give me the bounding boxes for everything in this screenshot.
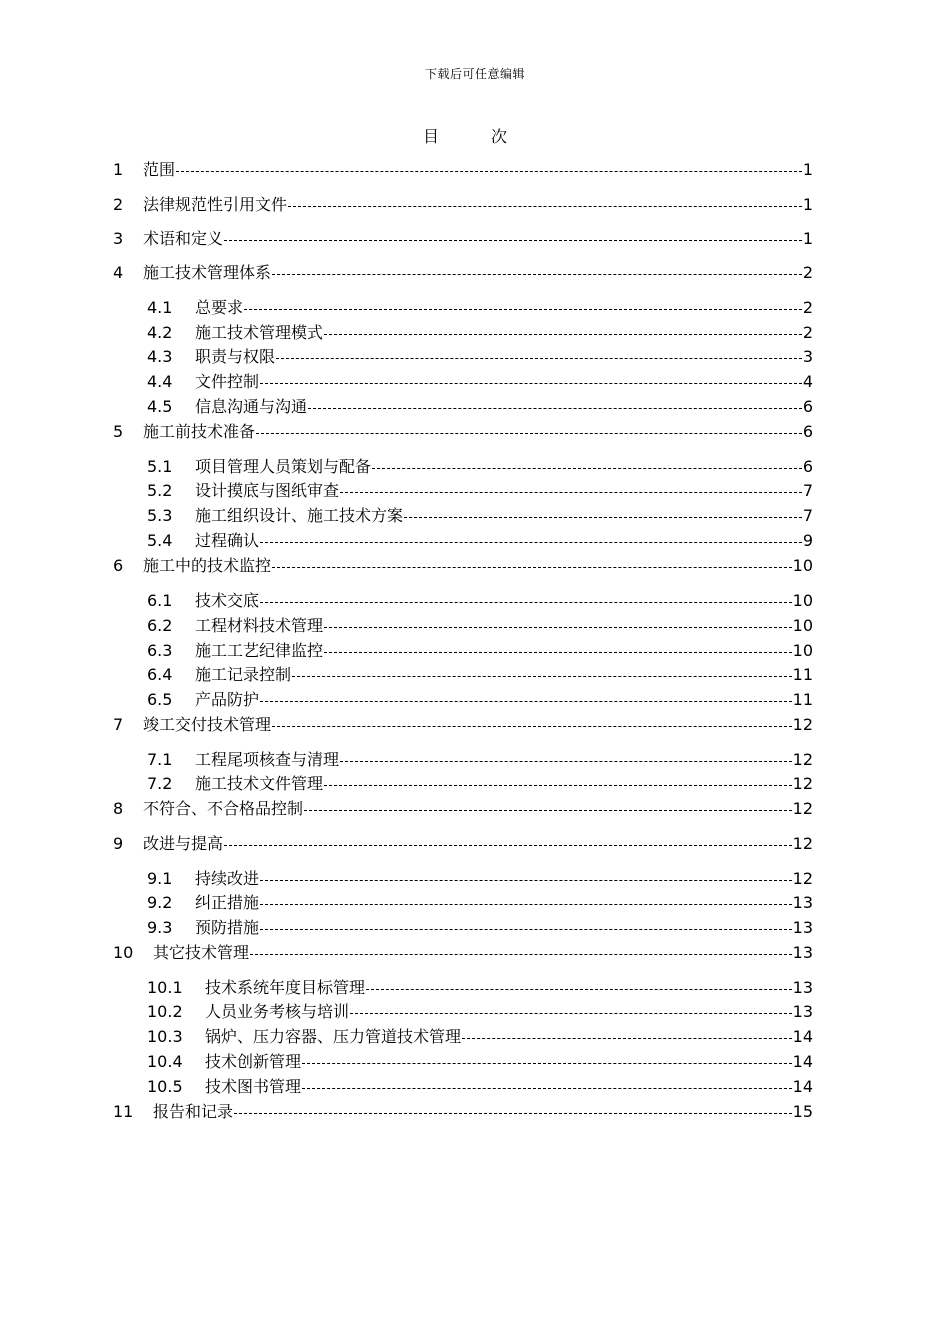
toc-entry-number: 6.2 — [147, 616, 173, 635]
toc-entry-title: 纠正措施 — [195, 893, 260, 912]
toc-entry-page: 13 — [792, 893, 813, 912]
toc-entry-page: 10 — [792, 591, 813, 610]
toc-entry[interactable] — [113, 262, 813, 284]
toc-entry[interactable] — [113, 159, 813, 181]
toc-entry-number: 9.3 — [147, 918, 173, 937]
toc-entry-number: 4.2 — [147, 323, 173, 342]
dot-leader — [324, 785, 792, 786]
toc-entry[interactable] — [113, 555, 813, 577]
toc-entry-number: 5.4 — [147, 531, 173, 550]
toc-entry-number: 10.1 — [147, 978, 183, 997]
toc-entry-title: 工程尾项核查与清理 — [195, 750, 340, 769]
toc-subentry[interactable] — [147, 297, 813, 319]
toc-subentry[interactable] — [147, 664, 813, 686]
dot-leader — [404, 517, 802, 518]
toc-entry-number: 9.2 — [147, 893, 173, 912]
toc-entry-title: 信息沟通与沟通 — [195, 397, 308, 416]
toc-entry-number: 5.3 — [147, 506, 173, 525]
toc-subentry[interactable] — [147, 1026, 813, 1048]
toc-entry-page: 14 — [792, 1052, 813, 1071]
toc-subentry[interactable] — [147, 456, 813, 478]
toc-entry-title: 技术创新管理 — [205, 1052, 302, 1071]
dot-leader — [272, 567, 792, 568]
toc-entry-number: 6.4 — [147, 665, 173, 684]
toc-entry-page: 13 — [792, 978, 813, 997]
dot-leader — [308, 408, 802, 409]
toc-entry-title: 施工组织设计、施工技术方案 — [195, 506, 404, 525]
toc-entry-title: 总要求 — [195, 298, 244, 317]
toc-entry-page: 6 — [802, 397, 813, 416]
toc-subentry[interactable] — [147, 689, 813, 711]
dot-leader — [302, 1063, 792, 1064]
toc-entry-page: 6 — [802, 422, 813, 441]
toc-entry-number: 9.1 — [147, 869, 173, 888]
dot-leader — [304, 810, 792, 811]
toc-entry-page: 13 — [792, 1002, 813, 1021]
toc-entry-page: 12 — [792, 834, 813, 853]
dot-leader — [366, 989, 792, 990]
toc-entry-number: 5.1 — [147, 457, 173, 476]
toc-subentry[interactable] — [147, 1051, 813, 1073]
toc-entry-number: 7 — [113, 715, 124, 734]
toc-entry-title: 施工记录控制 — [195, 665, 292, 684]
toc-entry-page: 1 — [802, 160, 813, 179]
dot-leader — [260, 904, 792, 905]
toc-entry-page: 14 — [792, 1077, 813, 1096]
toc-entry-title: 不符合、不合格品控制 — [143, 799, 304, 818]
toc-entry-page: 12 — [792, 799, 813, 818]
toc-entry-title: 竣工交付技术管理 — [143, 715, 272, 734]
toc-subentry[interactable] — [147, 480, 813, 502]
dot-leader — [302, 1088, 792, 1089]
toc-entry-title: 过程确认 — [195, 531, 260, 550]
toc-entry-title: 术语和定义 — [143, 229, 224, 248]
toc-subentry[interactable] — [147, 530, 813, 552]
toc-entry-number: 4.4 — [147, 372, 173, 391]
dot-leader — [260, 602, 792, 603]
toc-entry-page: 7 — [802, 481, 813, 500]
dot-leader — [272, 726, 792, 727]
toc-entry-page: 2 — [802, 323, 813, 342]
dot-leader — [260, 929, 792, 930]
dot-leader — [324, 334, 802, 335]
toc-entry-number: 6 — [113, 556, 124, 575]
toc-entry-page: 12 — [792, 869, 813, 888]
toc-entry-title: 报告和记录 — [153, 1102, 234, 1121]
dot-leader — [462, 1038, 792, 1039]
toc-entry-number: 2 — [113, 195, 124, 214]
toc-entry-number: 4 — [113, 263, 124, 282]
toc-entry-page: 10 — [792, 556, 813, 575]
dot-leader — [350, 1013, 792, 1014]
toc-subentry[interactable] — [147, 615, 813, 637]
toc-entry-title: 技术系统年度目标管理 — [205, 978, 366, 997]
toc-subentry[interactable] — [147, 977, 813, 999]
toc-title: 目 次 — [422, 127, 525, 146]
toc-entry-title: 施工技术管理模式 — [195, 323, 324, 342]
page-header-note: 下载后可任意编辑 — [424, 67, 525, 81]
toc-entry-page: 12 — [792, 750, 813, 769]
toc-subentry[interactable] — [147, 396, 813, 418]
toc-entry-title: 产品防护 — [195, 690, 260, 709]
dot-leader — [340, 492, 802, 493]
toc-entry-number: 4.1 — [147, 298, 173, 317]
toc-entry-title: 设计摸底与图纸审查 — [195, 481, 340, 500]
dot-leader — [234, 1113, 792, 1114]
dot-leader — [340, 761, 792, 762]
toc-entry-number: 10.2 — [147, 1002, 183, 1021]
dot-leader — [260, 701, 792, 702]
toc-subentry[interactable] — [147, 917, 813, 939]
toc-entry-page: 12 — [792, 715, 813, 734]
toc-entry-title: 其它技术管理 — [153, 943, 250, 962]
toc-entry-title: 职责与权限 — [195, 347, 276, 366]
dot-leader — [292, 676, 792, 677]
toc-entry-page: 1 — [802, 195, 813, 214]
toc-subentry[interactable] — [147, 773, 813, 795]
toc-entry-page: 9 — [802, 531, 813, 550]
dot-leader — [324, 652, 792, 653]
toc-entry-title: 工程材料技术管理 — [195, 616, 324, 635]
toc-entry[interactable] — [113, 833, 813, 855]
toc-subentry[interactable] — [147, 892, 813, 914]
toc-entry[interactable] — [113, 942, 813, 964]
toc-entry-number: 4.5 — [147, 397, 173, 416]
toc-entry-title: 法律规范性引用文件 — [143, 195, 288, 214]
toc-subentry[interactable] — [147, 590, 813, 612]
toc-entry-page: 3 — [802, 347, 813, 366]
dot-leader — [260, 542, 802, 543]
toc-entry-page: 10 — [792, 641, 813, 660]
toc-subentry[interactable] — [147, 749, 813, 771]
toc-entry-page: 14 — [792, 1027, 813, 1046]
toc-entry-number: 9 — [113, 834, 124, 853]
toc-subentry[interactable] — [147, 371, 813, 393]
toc-entry[interactable] — [113, 194, 813, 216]
toc-entry-page: 13 — [792, 943, 813, 962]
toc-subentry[interactable] — [147, 640, 813, 662]
toc-entry-page: 4 — [802, 372, 813, 391]
dot-leader — [244, 309, 802, 310]
dot-leader — [176, 171, 802, 172]
dot-leader — [260, 383, 802, 384]
toc-entry-title: 技术交底 — [195, 591, 260, 610]
toc-entry-number: 6.1 — [147, 591, 173, 610]
toc-entry[interactable] — [113, 1101, 813, 1123]
dot-leader — [250, 954, 792, 955]
toc-entry-title: 改进与提高 — [143, 834, 224, 853]
toc-entry-page: 11 — [792, 665, 813, 684]
dot-leader — [224, 845, 792, 846]
dot-leader — [260, 880, 792, 881]
toc-subentry[interactable] — [147, 1076, 813, 1098]
toc-subentry[interactable] — [147, 505, 813, 527]
dot-leader — [224, 240, 802, 241]
toc-entry-page: 15 — [792, 1102, 813, 1121]
toc-entry-number: 10.3 — [147, 1027, 183, 1046]
dot-leader — [272, 274, 802, 275]
toc-entry-page: 11 — [792, 690, 813, 709]
toc-entry-title: 技术图书管理 — [205, 1077, 302, 1096]
toc-entry-number: 6.3 — [147, 641, 173, 660]
toc-entry-title: 预防措施 — [195, 918, 260, 937]
toc-entry-page: 7 — [802, 506, 813, 525]
toc-entry-page: 10 — [792, 616, 813, 635]
toc-entry-title: 文件控制 — [195, 372, 260, 391]
toc-entry-number: 10 — [113, 943, 134, 962]
toc-subentry[interactable] — [147, 322, 813, 344]
dot-leader — [324, 627, 792, 628]
toc-entry-title: 施工前技术准备 — [143, 422, 256, 441]
toc-entry[interactable] — [113, 714, 813, 736]
toc-entry-number: 5.2 — [147, 481, 173, 500]
toc-entry-title: 范围 — [143, 160, 176, 179]
toc-subentry[interactable] — [147, 346, 813, 368]
dot-leader — [256, 433, 802, 434]
toc-subentry[interactable] — [147, 868, 813, 890]
toc-entry-title: 持续改进 — [195, 869, 260, 888]
toc-entry-title: 人员业务考核与培训 — [205, 1002, 350, 1021]
toc-entry-page: 1 — [802, 229, 813, 248]
toc-entry-page: 2 — [802, 263, 813, 282]
toc-entry-title: 项目管理人员策划与配备 — [195, 457, 372, 476]
toc-entry-number: 11 — [113, 1102, 134, 1121]
toc-entry-page: 2 — [802, 298, 813, 317]
toc-entry-title: 施工技术管理体系 — [143, 263, 272, 282]
toc-entry-number: 5 — [113, 422, 124, 441]
toc-entry-page: 13 — [792, 918, 813, 937]
toc-entry[interactable] — [113, 228, 813, 250]
toc-entry-number: 7.2 — [147, 774, 173, 793]
toc-entry-number: 10.5 — [147, 1077, 183, 1096]
toc-entry-title: 施工中的技术监控 — [143, 556, 272, 575]
dot-leader — [372, 468, 802, 469]
toc-entry-number: 3 — [113, 229, 124, 248]
dot-leader — [288, 206, 802, 207]
toc-entry-number: 10.4 — [147, 1052, 183, 1071]
toc-entry-number: 6.5 — [147, 690, 173, 709]
toc-subentry[interactable] — [147, 1001, 813, 1023]
toc-entry-page: 12 — [792, 774, 813, 793]
toc-entry-title: 施工技术文件管理 — [195, 774, 324, 793]
toc-entry[interactable] — [113, 421, 813, 443]
toc-entry-number: 1 — [113, 160, 124, 179]
toc-entry[interactable] — [113, 798, 813, 820]
toc-entry-title: 锅炉、压力容器、压力管道技术管理 — [205, 1027, 462, 1046]
dot-leader — [276, 358, 802, 359]
toc-entry-number: 4.3 — [147, 347, 173, 366]
toc-entry-number: 7.1 — [147, 750, 173, 769]
toc-entry-page: 6 — [802, 457, 813, 476]
toc-entry-number: 8 — [113, 799, 124, 818]
toc-entry-title: 施工工艺纪律监控 — [195, 641, 324, 660]
